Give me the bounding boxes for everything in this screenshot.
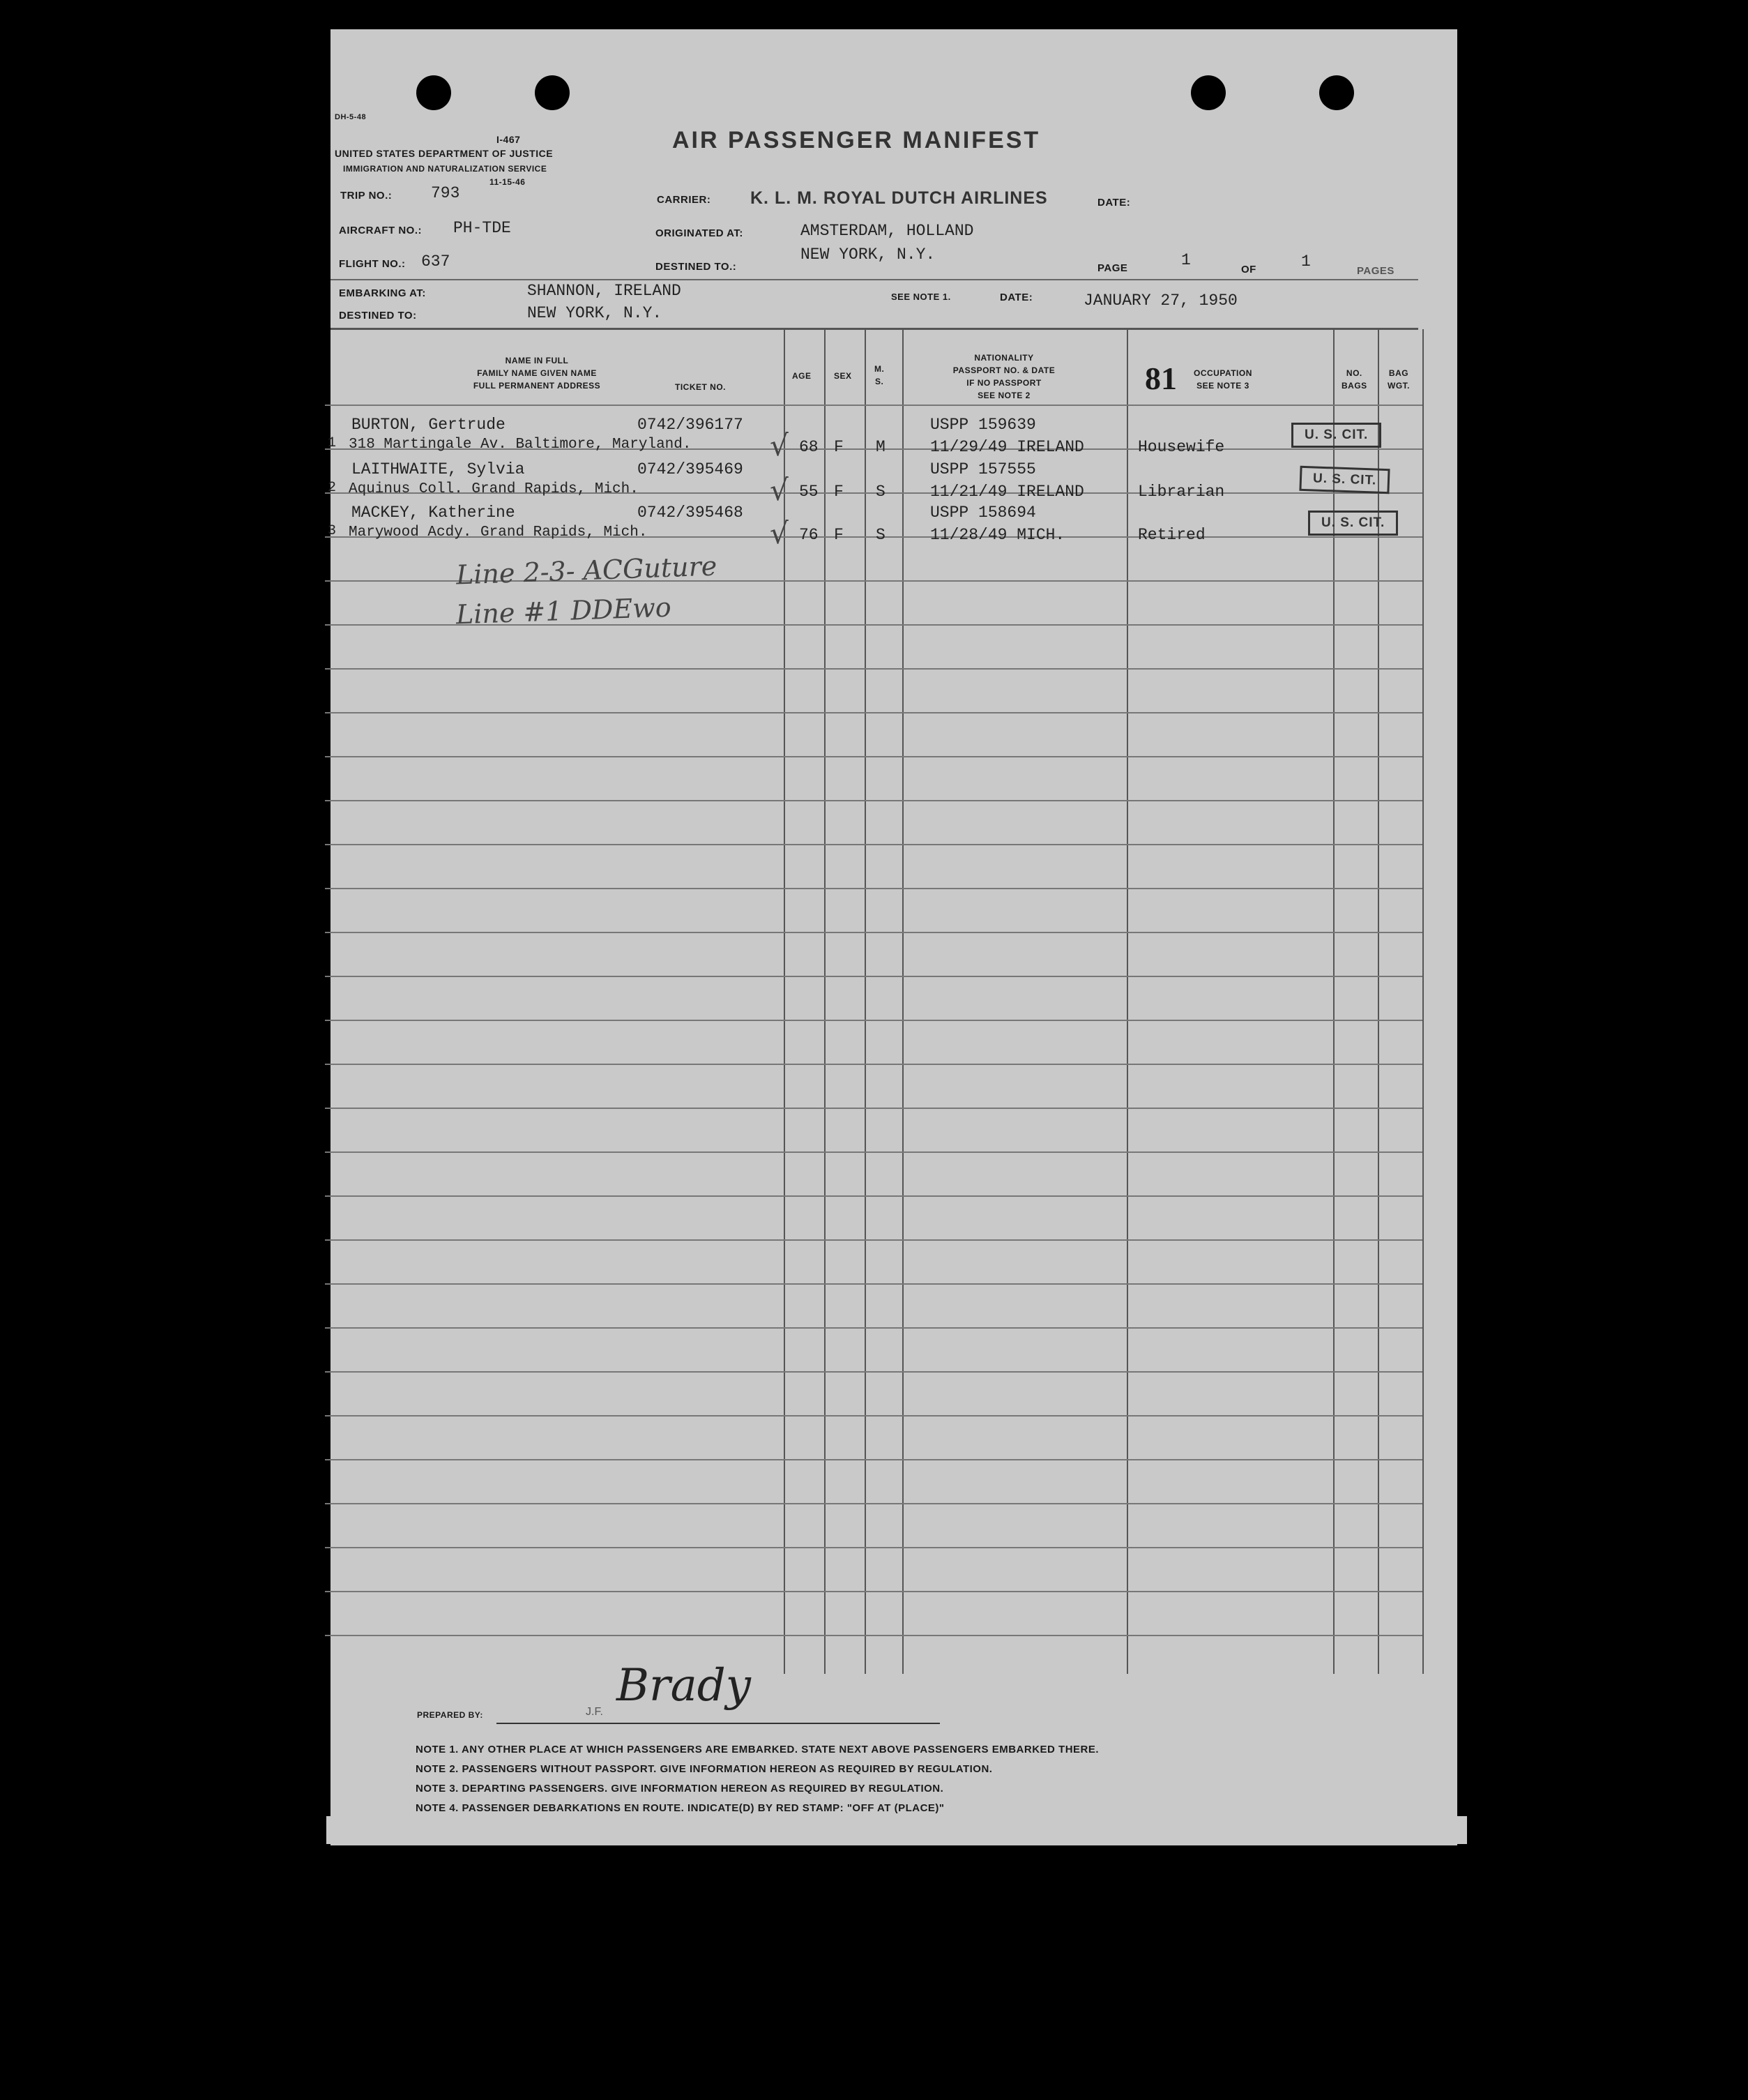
col-nationality-header: NATIONALITY PASSPORT NO. & DATE IF NO PASSPORT SEE NOTE 2 — [952, 353, 1056, 400]
table-row-rule — [325, 1108, 1422, 1109]
note-3: NOTE 3. DEPARTING PASSENGERS. GIVE INFORMATION HEREON AS REQUIRED BY REGULATION. — [416, 1783, 944, 1795]
table-column-rule — [1127, 329, 1128, 1674]
col-name-header: NAME IN FULL FAMILY NAME GIVEN NAME FULL PERMANENT ADDRESS — [473, 356, 601, 391]
table-row-rule — [325, 1591, 1422, 1592]
us-citizen-stamp: U. S. CIT. — [1291, 423, 1381, 448]
service-name: IMMIGRATION AND NATURALIZATION SERVICE — [343, 164, 547, 174]
table-row-rule — [325, 1415, 1422, 1417]
ticket-number: 0742/396177 — [637, 416, 743, 434]
passenger-name: LAITHWAITE, Sylvia — [351, 460, 525, 478]
prepared-by-label: PREPARED BY: — [417, 1710, 483, 1720]
passenger-address: 318 Martingale Av. Baltimore, Maryland. — [349, 437, 692, 453]
date-label: DATE: — [1097, 197, 1131, 209]
line-number: 2 — [328, 480, 337, 496]
passenger-sex: F — [834, 526, 844, 544]
divider — [330, 328, 1418, 330]
passenger-address: Marywood Acdy. Grand Rapids, Mich. — [349, 524, 648, 541]
table-row-rule — [325, 1239, 1422, 1241]
table-row-rule — [325, 1195, 1422, 1197]
passport-date: 11/29/49 IRELAND — [930, 438, 1084, 456]
sheet-bottom-edge — [326, 1816, 1467, 1844]
page-value: 1 — [1181, 251, 1191, 269]
col-sex-header: SEX — [834, 371, 852, 381]
col-bags-header: NO. BAGS — [1342, 368, 1367, 391]
date2-value: JANUARY 27, 1950 — [1084, 292, 1238, 310]
passport-date: 11/21/49 IRELAND — [930, 483, 1084, 501]
carrier-label: CARRIER: — [657, 194, 711, 206]
table-row-rule — [325, 800, 1422, 801]
line-number: 3 — [328, 523, 337, 539]
passport-number: USPP 159639 — [930, 416, 1036, 434]
table-row-rule — [325, 1064, 1422, 1065]
table-row-rule — [325, 932, 1422, 933]
table-row-rule — [325, 1151, 1422, 1153]
passenger-name: MACKEY, Katherine — [351, 504, 515, 522]
table-row-rule — [325, 1459, 1422, 1460]
table-row-rule — [325, 1020, 1422, 1021]
handwritten-note-2: Line #1 DDEwo — [455, 591, 672, 630]
passenger-age: 68 — [799, 438, 819, 456]
table-row-rule — [325, 668, 1422, 670]
table-column-rule — [865, 329, 866, 1674]
us-citizen-stamp: U. S. CIT. — [1308, 511, 1398, 536]
note-4: NOTE 4. PASSENGER DEBARKATIONS EN ROUTE. INDICATE(D) BY RED STAMP: "OFF AT (PLACE)" — [416, 1802, 945, 1814]
form-date: 11-15-46 — [489, 177, 526, 187]
page-title: AIR PASSENGER MANIFEST — [672, 127, 1041, 153]
ticket-number: 0742/395469 — [637, 460, 743, 478]
page-label: PAGE — [1097, 262, 1128, 274]
destined-label: DESTINED TO.: — [655, 261, 737, 273]
trip-value: 793 — [431, 184, 460, 202]
table-row-rule — [325, 976, 1422, 977]
punch-hole — [1319, 75, 1354, 110]
occupation-code: 81 — [1145, 361, 1177, 396]
passenger-age: 76 — [799, 526, 819, 544]
pages-label: PAGES — [1357, 265, 1394, 277]
table-row-rule — [325, 405, 1422, 406]
marital-status: S — [876, 483, 886, 501]
punch-hole — [535, 75, 570, 110]
passenger-age: 55 — [799, 483, 819, 501]
signature: Brady — [616, 1660, 751, 1712]
col-age-header: AGE — [792, 371, 812, 381]
destined2-value: NEW YORK, N.Y. — [527, 304, 662, 322]
table-row-rule — [325, 756, 1422, 757]
originated-label: ORIGINATED AT: — [655, 227, 743, 239]
col-weight-header: BAG WGT. — [1388, 368, 1410, 391]
marital-status: M — [876, 438, 886, 456]
marital-status: S — [876, 526, 886, 544]
table-row-rule — [325, 888, 1422, 889]
col-ticket-header: TICKET NO. — [675, 382, 726, 392]
table-row-rule — [325, 844, 1422, 845]
passport-number: USPP 158694 — [930, 504, 1036, 522]
check-mark: √ — [770, 473, 789, 507]
passenger-sex: F — [834, 438, 844, 456]
divider — [330, 279, 1418, 280]
table-row-rule — [325, 1547, 1422, 1548]
agency-name: UNITED STATES DEPARTMENT OF JUSTICE — [335, 148, 554, 159]
destined-value: NEW YORK, N.Y. — [800, 245, 936, 264]
signature-line — [496, 1723, 940, 1724]
carrier-value: K. L. M. ROYAL DUTCH AIRLINES — [750, 188, 1048, 208]
trip-label: TRIP NO.: — [340, 190, 393, 202]
of-label: OF — [1241, 264, 1256, 275]
col-ms-header: M. S. — [874, 364, 885, 386]
table-row-rule — [325, 712, 1422, 713]
occupation: Retired — [1138, 526, 1206, 544]
passenger-address: Aquinus Coll. Grand Rapids, Mich. — [349, 481, 639, 497]
passenger-name: BURTON, Gertrude — [351, 416, 506, 434]
flight-label: FLIGHT NO.: — [339, 258, 406, 270]
passport-number: USPP 157555 — [930, 460, 1036, 478]
table-column-rule — [824, 329, 826, 1674]
destined2-label: DESTINED TO: — [339, 310, 417, 322]
col-occupation-header: OCCUPATION SEE NOTE 3 — [1194, 368, 1252, 391]
handwritten-note-1: Line 2-3- ACGuture — [455, 550, 717, 591]
form-number: I-467 — [496, 134, 521, 145]
table-column-rule — [1422, 329, 1424, 1674]
occupation: Librarian — [1138, 483, 1225, 501]
table-row-rule — [325, 1503, 1422, 1504]
punch-hole — [416, 75, 451, 110]
embarking-label: EMBARKING AT: — [339, 287, 426, 299]
flight-value: 637 — [421, 252, 450, 271]
originated-value: AMSTERDAM, HOLLAND — [800, 222, 974, 240]
embarking-value: SHANNON, IRELAND — [527, 282, 681, 300]
aircraft-label: AIRCRAFT NO.: — [339, 225, 422, 236]
table-row-rule — [325, 1635, 1422, 1636]
corner-code: DH-5-48 — [335, 113, 367, 121]
table-row-rule — [325, 1283, 1422, 1285]
note-2: NOTE 2. PASSENGERS WITHOUT PASSPORT. GIVE INFORMATION HEREON AS REQUIRED BY REGULATION. — [416, 1763, 993, 1775]
us-citizen-stamp: U. S. CIT. — [1299, 466, 1390, 494]
line-number: 1 — [328, 435, 337, 451]
aircraft-value: PH-TDE — [453, 219, 511, 237]
occupation: Housewife — [1138, 438, 1225, 456]
punch-hole — [1191, 75, 1226, 110]
prepared-initials: J.F. — [586, 1706, 603, 1718]
table-column-rule — [902, 329, 904, 1674]
ticket-number: 0742/395468 — [637, 504, 743, 522]
table-row-rule — [325, 1327, 1422, 1329]
table-row-rule — [325, 1371, 1422, 1373]
see-note-1: SEE NOTE 1. — [891, 292, 951, 302]
passenger-sex: F — [834, 483, 844, 501]
of-value: 1 — [1301, 252, 1311, 271]
passport-date: 11/28/49 MICH. — [930, 526, 1065, 544]
check-mark: √ — [770, 428, 789, 462]
check-mark: √ — [770, 516, 789, 550]
date2-label: DATE: — [1000, 292, 1033, 303]
note-1: NOTE 1. ANY OTHER PLACE AT WHICH PASSENGERS ARE EMBARKED. STATE NEXT ABOVE PASSENGERS EMBARKED THERE. — [416, 1744, 1100, 1755]
